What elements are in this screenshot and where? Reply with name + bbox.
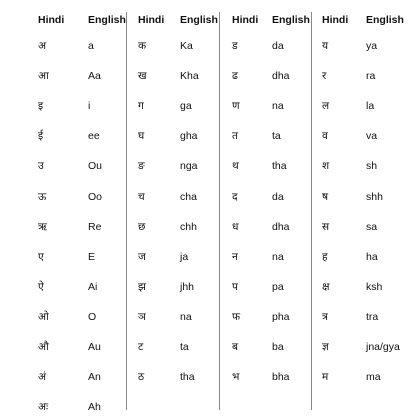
english-transliteration: jna/gya <box>366 341 400 353</box>
english-transliteration: da <box>272 190 284 203</box>
english-transliteration: gha <box>180 130 198 143</box>
english-transliteration: E <box>88 250 96 263</box>
column-header-hindi: Hindi <box>232 14 259 26</box>
english-transliteration: nga <box>180 160 198 173</box>
hindi-letter: ण <box>232 100 240 113</box>
column-header-english: English <box>88 14 126 26</box>
hindi-letter: श <box>322 160 330 173</box>
column-header-english: English <box>180 14 218 26</box>
english-transliteration: ja <box>180 250 189 263</box>
english-transliteration: ra <box>366 70 376 83</box>
english-transliteration: i <box>88 100 91 113</box>
english-transliteration: Aa <box>88 70 101 83</box>
hindi-letter: क <box>138 40 147 52</box>
english-transliteration: dha <box>272 220 290 233</box>
english-transliteration: ta <box>180 341 189 353</box>
hindi-letter: न <box>232 250 238 263</box>
english-transliteration: O <box>88 310 97 323</box>
hindi-letter: ध <box>232 220 239 233</box>
english-transliteration: pha <box>272 310 290 323</box>
english-transliteration: Ou <box>88 160 103 173</box>
hindi-letter: ष <box>322 190 329 203</box>
hindi-letter: प <box>232 280 238 293</box>
english-transliteration: tra <box>366 310 379 323</box>
hindi-letter: ठ <box>138 371 145 384</box>
hindi-letter: घ <box>138 130 145 143</box>
english-transliteration: ksh <box>366 280 383 293</box>
hindi-letter: ए <box>38 250 44 263</box>
hindi-letter: ल <box>322 100 330 113</box>
hindi-letter: उ <box>38 160 44 173</box>
hindi-letter: ऊ <box>38 190 47 203</box>
hindi-letter: ख <box>138 70 147 83</box>
english-transliteration: shh <box>366 190 383 203</box>
hindi-letter: ञ <box>138 310 146 323</box>
english-transliteration: ta <box>272 130 281 143</box>
hindi-letter: ह <box>322 250 328 263</box>
english-transliteration: Re <box>88 220 102 233</box>
english-transliteration: tha <box>272 160 287 173</box>
hindi-letter: क्ष <box>322 280 330 293</box>
column-header-hindi: Hindi <box>138 14 165 26</box>
hindi-letter: ड <box>232 40 238 52</box>
english-transliteration: ga <box>180 100 192 113</box>
english-transliteration: la <box>366 100 375 113</box>
english-transliteration: na <box>180 310 192 323</box>
hindi-letter: च <box>138 190 145 203</box>
hindi-letter: द <box>232 190 238 203</box>
english-transliteration: ee <box>88 130 100 143</box>
hindi-letter: अं <box>38 371 47 384</box>
hindi-letter: भ <box>232 371 240 384</box>
english-transliteration: jhh <box>180 280 195 293</box>
english-transliteration: Kha <box>180 70 199 83</box>
hindi-letter: अः <box>38 401 49 414</box>
english-transliteration: Au <box>88 341 101 353</box>
hindi-letter: ज <box>138 250 146 263</box>
english-transliteration: tha <box>180 371 195 384</box>
hindi-letter: ङ <box>138 160 145 173</box>
hindi-letter: ग <box>138 100 144 113</box>
english-transliteration: Oo <box>88 190 103 203</box>
hindi-letter: आ <box>38 70 49 83</box>
english-transliteration: Ai <box>88 280 98 293</box>
column-header-hindi: Hindi <box>38 14 65 26</box>
column-divider <box>219 12 220 410</box>
hindi-letter: छ <box>138 220 146 233</box>
hindi-letter: ऋ <box>38 220 47 233</box>
column-divider <box>311 12 312 410</box>
hindi-letter: व <box>322 130 328 143</box>
english-transliteration: sh <box>366 160 378 173</box>
hindi-letter: ऐ <box>38 280 44 293</box>
english-transliteration: na <box>272 100 284 113</box>
hindi-letter: ट <box>138 341 144 353</box>
hindi-letter: म <box>322 371 329 384</box>
hindi-letter: ओ <box>38 310 49 323</box>
english-transliteration: Ah <box>88 401 101 414</box>
english-transliteration: pa <box>272 280 284 293</box>
hindi-letter: ज्ञ <box>322 341 329 353</box>
column-header-english: English <box>272 14 310 26</box>
hindi-letter: य <box>322 40 329 52</box>
english-transliteration: ha <box>366 250 378 263</box>
hindi-letter: ब <box>232 341 238 353</box>
hindi-letter: त <box>232 130 238 143</box>
english-transliteration: sa <box>366 220 378 233</box>
english-transliteration: Ka <box>180 40 193 52</box>
english-transliteration: ya <box>366 40 378 52</box>
hindi-letter: र <box>322 70 327 83</box>
english-transliteration: dha <box>272 70 290 83</box>
hindi-letter: औ <box>38 341 49 353</box>
hindi-letter: इ <box>38 100 44 113</box>
column-divider <box>126 12 127 410</box>
english-transliteration: An <box>88 371 101 384</box>
hindi-letter: त्र <box>322 310 328 323</box>
english-transliteration: va <box>366 130 378 143</box>
english-transliteration: bha <box>272 371 290 384</box>
column-header-hindi: Hindi <box>322 14 349 26</box>
hindi-letter: थ <box>232 160 239 173</box>
english-transliteration: cha <box>180 190 197 203</box>
hindi-letter: ई <box>38 130 44 143</box>
column-header-english: English <box>366 14 404 26</box>
english-transliteration: da <box>272 40 284 52</box>
english-transliteration: na <box>272 250 284 263</box>
hindi-letter: झ <box>138 280 146 293</box>
english-transliteration: chh <box>180 220 197 233</box>
english-transliteration: ma <box>366 371 381 384</box>
hindi-letter: स <box>322 220 330 233</box>
english-transliteration: ba <box>272 341 284 353</box>
english-transliteration: a <box>88 40 94 52</box>
hindi-letter: ढ <box>232 70 238 83</box>
hindi-letter: अ <box>38 40 47 52</box>
hindi-letter: फ <box>232 310 241 323</box>
